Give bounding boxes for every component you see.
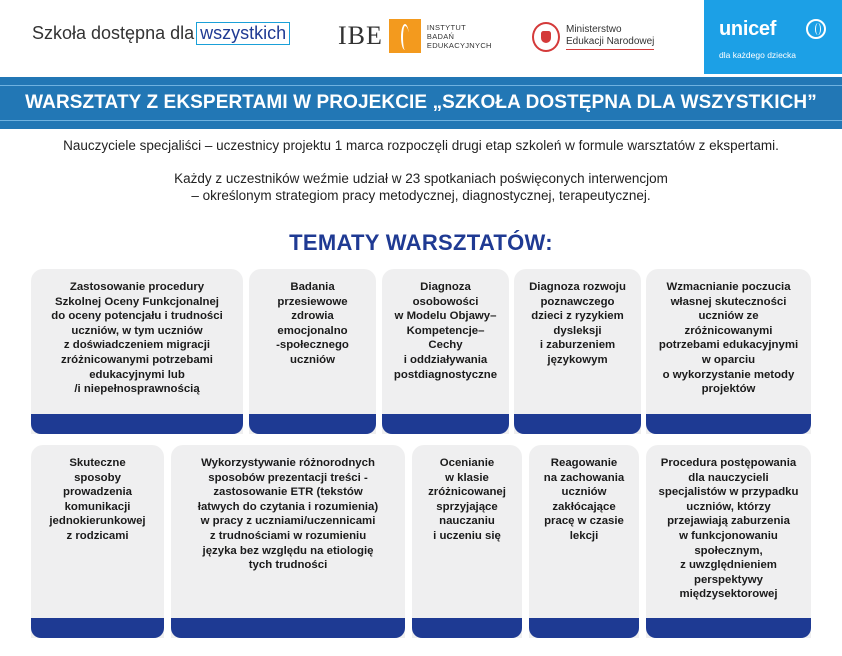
topic-card-text	[535, 456, 633, 544]
topic-line: dysleksji	[553, 324, 602, 337]
topic-card-footer	[646, 414, 811, 434]
topic-line: łatwych do czytania i rozumienia)	[197, 500, 379, 513]
topic-card	[31, 445, 164, 638]
topic-line: poznawczego	[540, 295, 615, 308]
topic-line: dla nauczycieli	[688, 471, 769, 484]
title-bar-inner	[0, 85, 842, 121]
topic-line: edukacyjnymi lub	[89, 368, 185, 381]
topic-card-footer	[529, 618, 639, 638]
topic-line: przesiewowe	[277, 295, 348, 308]
topic-line: zróżnicowanymi potrzebami	[61, 353, 213, 366]
topic-card-text	[652, 456, 805, 602]
topic-card	[382, 269, 509, 434]
topic-line: nauczaniu	[439, 515, 495, 528]
topic-line: Procedura postępowania	[660, 457, 797, 469]
topic-line: Reagowanie	[550, 457, 618, 469]
topic-card	[249, 269, 376, 434]
topic-card	[171, 445, 405, 638]
topic-line: Skuteczne	[69, 457, 126, 469]
topic-line: w pracy z uczniami/uczennicami	[200, 515, 376, 528]
topic-line: językowym	[547, 353, 608, 366]
topic-line: perspektywy	[693, 573, 763, 586]
unicef-tagline: dla każdego dziecka	[719, 50, 797, 60]
topic-line: przejawiają zaburzenia	[667, 515, 790, 528]
topic-line: sprzyjające	[436, 500, 498, 513]
topic-line: uczniów, którzy	[686, 500, 771, 513]
topics-heading: TEMATY WARSZTATÓW:	[289, 230, 553, 255]
topic-line: zdrowia	[291, 310, 334, 323]
topic-line: uczniów, w tym uczniów	[71, 324, 203, 337]
topic-line: uczniów ze	[698, 310, 759, 323]
topic-card	[646, 269, 811, 434]
topic-line: Ocenianie	[439, 457, 495, 469]
topic-line: z trudnościami w rozumieniu	[209, 529, 367, 542]
topic-card	[646, 445, 811, 638]
topic-line: w Modelu Objawy–	[394, 310, 497, 323]
topic-card-footer	[382, 414, 509, 434]
topic-line: Zastosowanie procedury	[69, 281, 205, 293]
topic-card-footer	[31, 414, 243, 434]
topic-line: do oceny potencjału i trudności	[51, 310, 223, 323]
ibe-logo	[338, 18, 492, 54]
topic-line: dzieci z ryzykiem	[531, 310, 624, 323]
topic-line: Wzmacnianie poczucia	[666, 281, 791, 293]
topic-line: z doświadczeniem migracji	[63, 339, 211, 352]
topic-line: w funkcjonowaniu	[679, 529, 778, 542]
ibe-name-line: EDUKACYJNYCH	[426, 40, 492, 50]
eagle-emblem-icon	[532, 22, 560, 52]
header	[0, 0, 842, 74]
brand-prefix: Szkoła dostępna dla	[32, 23, 195, 43]
topic-line: i oddziaływania	[403, 353, 488, 366]
topic-line: na zachowania	[543, 471, 625, 484]
topic-card-footer	[412, 618, 522, 638]
topic-line: prowadzenia	[63, 486, 132, 499]
topic-card-text	[177, 456, 399, 573]
topic-line: międzysektorowej	[679, 588, 778, 601]
topic-line: własnej skuteczności	[670, 295, 787, 308]
topic-card	[31, 269, 243, 434]
topic-line: uczniów	[561, 486, 607, 499]
topic-card-text	[37, 280, 237, 397]
topic-line: /i niepełnosprawnością	[74, 383, 200, 396]
topic-line: Cechy	[428, 339, 463, 352]
topic-line: zróżnicowanymi	[684, 324, 773, 337]
men-name-line: Ministerstwo	[566, 24, 622, 35]
topic-line: Badania	[290, 281, 335, 293]
ibe-logo-text: IBE	[338, 21, 383, 50]
topic-card-footer	[646, 618, 811, 638]
men-name-line: Edukacji Narodowej	[566, 36, 654, 50]
topic-line: z rodzicami	[66, 529, 129, 542]
men-logo	[532, 22, 654, 52]
topic-line: społecznym,	[694, 544, 763, 557]
unicef-wordmark: unicef	[719, 18, 777, 40]
topic-card-footer	[514, 414, 641, 434]
brand-boxed-word: wszystkich	[196, 22, 290, 45]
topic-line: osobowości	[412, 295, 479, 308]
topic-line: postdiagnostyczne	[393, 368, 498, 381]
topic-line: Diagnoza	[420, 281, 471, 293]
topic-line: w klasie	[445, 471, 489, 484]
topic-line: z uwzględnieniem	[680, 559, 777, 572]
topic-line: Wykorzystywanie różnorodnych	[201, 457, 375, 469]
topic-line: Diagnoza rozwoju	[529, 281, 626, 293]
topic-line: specjalistów w przypadku	[658, 486, 799, 499]
topic-line: i uczeniu się	[433, 529, 501, 542]
topic-line: projektów	[701, 383, 756, 396]
ibe-name	[427, 23, 492, 50]
intro-line: Każdy z uczestników weźmie udział w 23 spotkaniach poświęconych interwencjom	[174, 171, 668, 186]
topic-card	[412, 445, 522, 638]
intro-paragraph-1: Nauczyciele specjaliści – uczestnicy projektu 1 marca rozpoczęli drugi etap szkoleń w formule warsztatów z ekspertami.	[63, 138, 779, 153]
project-brand	[32, 23, 290, 44]
topic-line: Szkolnej Oceny Funkcjonalnej	[55, 295, 219, 308]
topic-line: i zaburzeniem	[539, 339, 616, 352]
men-name	[566, 24, 654, 50]
topic-card-footer	[249, 414, 376, 434]
topic-card-text	[255, 280, 370, 368]
title-bar	[0, 77, 842, 129]
topic-card-text	[388, 280, 503, 382]
topic-line: uczniów	[290, 353, 335, 366]
topic-line: języka bez względu na etiologię	[202, 544, 374, 557]
ibe-name-line: INSTYTUT	[426, 22, 466, 32]
topic-line: w oparciu	[701, 353, 756, 366]
unicef-globe-icon	[806, 19, 826, 39]
topic-line: pracę w czasie	[544, 515, 624, 528]
topic-line: potrzebami edukacyjnymi	[658, 339, 799, 352]
topic-card	[514, 269, 641, 434]
topic-card-text	[520, 280, 635, 368]
topic-card-text	[418, 456, 516, 544]
topic-line: emocjonalno	[277, 324, 348, 337]
topic-line: sposobów prezentacji treści -	[208, 471, 368, 484]
topic-card-text	[652, 280, 805, 397]
topic-line: tych trudności	[248, 559, 328, 572]
intro-line: – określonym strategiom pracy metodycznej, diagnostycznej, terapeutycznej.	[191, 188, 651, 203]
topic-line: o wykorzystanie metody	[662, 368, 795, 381]
topic-line: zastosowanie ETR (tekstów	[213, 486, 363, 499]
topic-card-footer	[31, 618, 164, 638]
topic-line: zakłócające	[552, 500, 616, 513]
topic-card-text	[37, 456, 158, 544]
topic-line: zróżnicowanej	[428, 486, 506, 499]
topic-line: lekcji	[569, 529, 599, 542]
topic-card-footer	[171, 618, 405, 638]
topic-line: jednokierunkowej	[49, 515, 146, 528]
page-title: WARSZTATY Z EKSPERTAMI W PROJEKCIE „SZKOŁA DOSTĘPNA DLA WSZYSTKICH”	[25, 92, 817, 113]
unicef-logo	[704, 0, 842, 74]
intro-paragraph-2	[0, 170, 842, 204]
topic-line: sposoby	[74, 471, 121, 484]
ibe-mark-icon	[389, 19, 421, 53]
topic-line: komunikacji	[64, 500, 131, 513]
topic-line: Kompetencje–	[406, 324, 485, 337]
ibe-name-line: BADAŃ	[426, 31, 455, 41]
topic-line: -społecznego	[276, 339, 349, 352]
topic-card	[529, 445, 639, 638]
